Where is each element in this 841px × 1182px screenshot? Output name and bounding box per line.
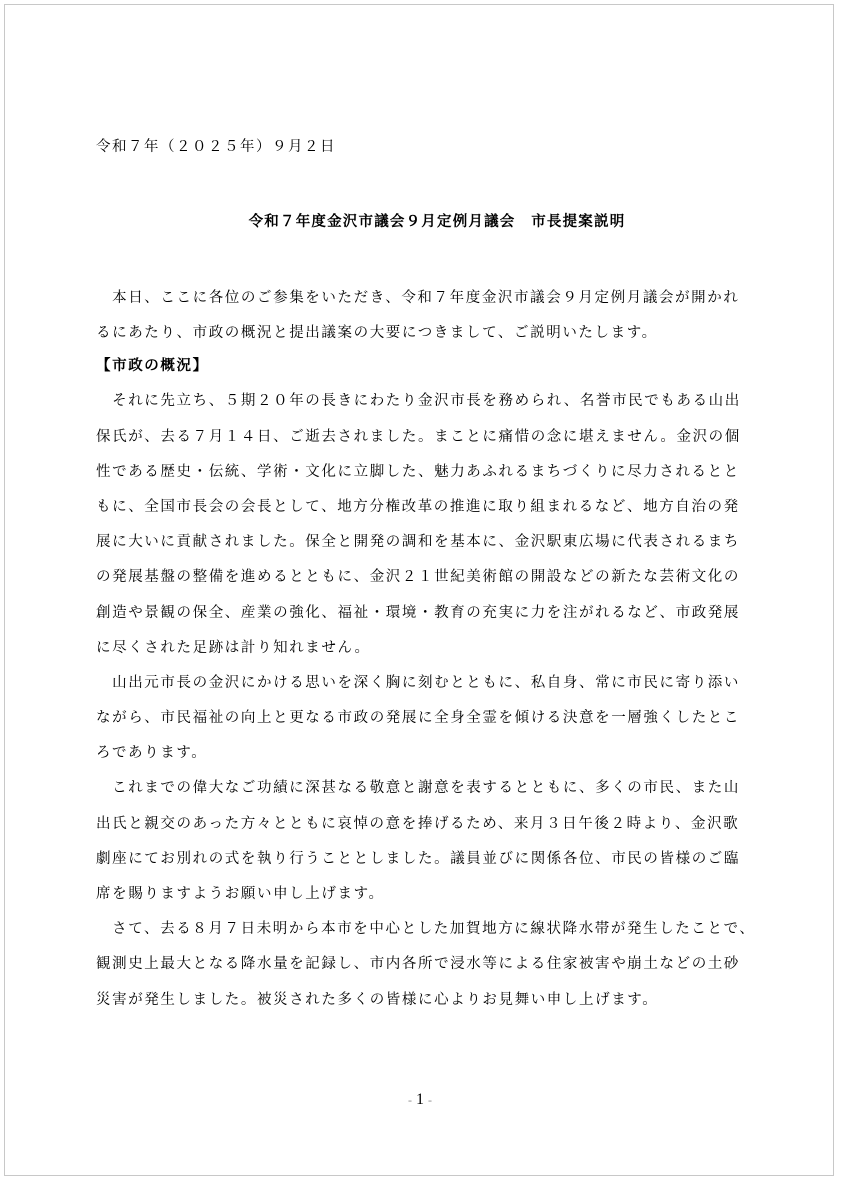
text-line: の発展基盤の整備を進めるとともに、金沢２１世紀美術館の開設などの新たな芸術文化の (96, 569, 740, 586)
text-line: 席を賜りますようお願い申し上げます。 (96, 886, 385, 902)
text-line: 観測史上最大となる降水量を記録し、市内各所で浸水等による住家被害や崩土などの土砂 (96, 956, 740, 973)
text-line: るにあたり、市政の概況と提出議案の大要につきまして、ご説明いたします。 (96, 325, 658, 342)
text-line: 山出元市長の金沢にかける思いを深く胸に刻むとともに、私自身、常に市民に寄り添い (96, 674, 740, 691)
text-line: 劇座にてお別れの式を執り行うこととしました。議員並びに関係各位、市民の皆様のご臨 (96, 850, 740, 867)
page-number-dash-left: - (408, 1093, 412, 1107)
document-body (96, 285, 786, 1022)
text-line: 性である歴史・伝統、学術・文化に立脚した、魅力あふれるまちづくりに尽力されるとと (96, 463, 740, 480)
text-line: 出氏と親交のあった方々とともに哀悼の意を捧げるため、来月３日午後２時より、金沢歌 (96, 815, 740, 832)
page-number: 1 (416, 1091, 424, 1108)
document-date: 令和７年（２０２５年）９月２日 (96, 139, 336, 155)
page-number-footer (5, 1091, 835, 1109)
text-line: 災害が発生しました。被災された多くの皆様に心よりお見舞い申し上げます。 (96, 991, 659, 1008)
text-line: これまでの偉大なご功績に深甚なる敬意と謝意を表するとともに、多くの市民、また山 (96, 780, 740, 797)
text-line: に尽くされた足跡は計り知れません。 (96, 639, 371, 656)
text-line: それに先立ち、５期２０年の長きにわたり金沢市長を務められ、名誉市民でもある山出 (96, 393, 741, 410)
text-line: 展に大いに貢献されました。保全と開発の調和を基本に、金沢駅東広場に代表されるまち (96, 534, 740, 551)
page-number-dash-right: - (428, 1093, 432, 1107)
text-line: ろであります。 (96, 745, 208, 762)
section-heading: 【市政の概況】 (96, 358, 209, 375)
text-line: ながら、市民福祉の向上と更なる市政の発展に全身全霊を傾ける決意を一層強くしたとこ (96, 710, 740, 727)
text-line: さて、去る８月７日未明から本市を中心とした加賀地方に線状降水帯が発生したことで、 (96, 921, 756, 938)
text-line: 本日、ここに各位のご参集をいただき、令和７年度金沢市議会９月定例月議会が開かれ (96, 290, 740, 306)
text-line: 創造や景観の保全、産業の強化、福祉・環境・教育の充実に力を注がれるなど、市政発展 (96, 604, 740, 621)
document-page (4, 4, 834, 1176)
document-title: 令和７年度金沢市議会９月定例月議会 市長提案説明 (248, 214, 626, 230)
text-line: もに、全国市長会の会長として、地方分権改革の推進に取り組まれるなど、地方自治の発 (96, 498, 740, 515)
text-line: 保氏が、去る７月１４日、ご逝去されました。まことに痛惜の念に堪えません。金沢の個 (96, 428, 741, 445)
